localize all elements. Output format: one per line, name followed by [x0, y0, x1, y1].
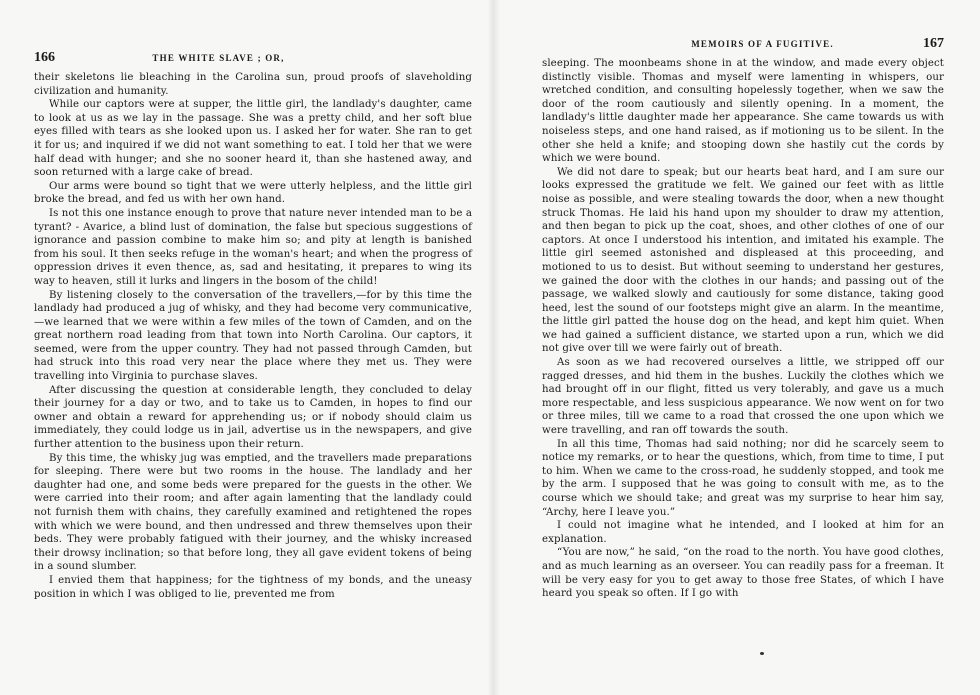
right-running-title: MEMOIRS OF A FUGITIVE. — [691, 39, 834, 49]
right-page — [498, 0, 980, 695]
paragraph: After discussing the question at considerable length, they concluded to delay their journey for a day or two, and to take us to Camden, in hopes to find our owner and obtain a reward for apprehending us; or if nobody should claim us immediately, they could lodge us in jail, advertise us in the newspapers, and give further attention to the business upon their return. — [34, 384, 472, 451]
paragraph: By listening closely to the conversation of the travellers,—for by this time the landlady had produced a jug of whisky, and they had become very communicative,—we learned that we were within a few miles of the town of Camden, and on the great northern road leading from that town into North Carolina. Our captors, it seemed, were from the upper country. They had not passed through Camden, but had struck into this road very near the place where they met us. They were travelling into Virginia to purchase slaves. — [34, 289, 472, 383]
ink-speck — [760, 652, 764, 655]
right-running-head — [542, 36, 944, 52]
right-page-number: 167 — [923, 36, 944, 51]
paragraph: We did not dare to speak; but our hearts beat hard, and I am sure our looks expressed the gratitude we felt. We gained our feet with as little noise as possible, and were stealing towards the door, when a new thought struck Thomas. He laid his hand upon my shoulder to draw my attention, and then began to pick up the coat, shoes, and other clothes of one of our captors. At once I understood his intention, and imitated his example. The little girl seemed astonished and displeased at this proceeding, and motioned to us to desist. But without seeming to understand her gestures, we gained the door with the clothes in our hands; and passing out of the passage, we walked slowly and cautiously for some distance, taking good heed, lest the sound of our footsteps might give an alarm. In the meantime, the little girl patted the house dog on the head, and kept him quiet. When we had gained a sufficient distance, we started upon a run, which we did not give over till we were fairly out of breath. — [542, 166, 944, 355]
right-page-body — [542, 57, 944, 601]
paragraph: By this time, the whisky jug was emptied, and the travellers made preparations for sleeping. There were but two rooms in the house. The landlady and her daughter had one, and some beds were prepared for the guests in the other. We were carried into their room; and after again lamenting that the landlady could not furnish them with chains, they carefully examined and retightened the ropes with which we were bound, and then undressed and threw themselves upon their beds. They were probably fatigued with their journey, and the whisky increased their drowsy inclination; so that before long, they all gave evident tokens of being in a sound slumber. — [34, 452, 472, 573]
left-page-number: 166 — [34, 50, 55, 65]
paragraph: As soon as we had recovered ourselves a little, we stripped off our ragged dresses, and hid them in the bushes. Luckily the clothes which we had brought off in our flight, fitted us very tolerably, and gave us a much more respectable, and less suspicious appearance. We now went on for two or three miles, till we came to a road that crossed the one upon which we were travelling, and ran off towards the south. — [542, 357, 944, 437]
paragraph: sleeping. The moonbeams shone in at the window, and made every object distinctly visible. Thomas and myself were lamenting in whispers, our wretched condition, and consulting hopelessly together, when we saw the door of the room cautiously and silently opening. In a moment, the landlady's little daughter made her appearance. She came towards us with noiseless steps, and one hand raised, as if motioning us to be silent. In the other she held a knife; and stooping down she hastily cut the cords by which we were bound. — [542, 58, 944, 165]
paragraph: “You are now,” he said, “on the road to the north. You have good clothes, and as much learning as an overseer. You can readily pass for a freeman. It will be very easy for you to get away to those free States, of which I have heard you speak so often. If I go with — [542, 547, 944, 600]
paragraph: In all this time, Thomas had said nothing; nor did he scarcely seem to notice my remarks, or to hear the questions, which, from time to time, I put to him. When we came to the cross-road, he suddenly stopped, and took me by the arm. I supposed that he was going to consult with me, as to the course which we should take; and great was my surprise to hear him say, “Archy, here I leave you.” — [542, 438, 944, 518]
left-page-body — [34, 71, 472, 601]
paragraph: I could not imagine what he intended, and I looked at him for an explanation. — [542, 520, 944, 545]
paragraph: While our captors were at supper, the little girl, the landlady's daughter, came to look at us as we lay in the passage. She was a pretty child, and her soft blue eyes filled with tears as she looked upon us. I asked her for water. She ran to get it for us; and inquired if we did not want something to eat. I told her that we were half dead with hunger; and she no sooner heard it, than she hastened away, and soon returned with a large cake of bread. — [34, 99, 472, 179]
paragraph: Our arms were bound so tight that we were utterly helpless, and the little girl broke the bread, and fed us with her own hand. — [34, 180, 472, 206]
paragraph: Is not this one instance enough to prove that nature never intended man to be a tyrant? - Avarice, a blind lust of domination, the false but specious suggestions of ignorance and passion combine to make him so; and pity at length is banished from his soul. It then seeks refuge in the woman's heart; and when the progress of oppression drives it even thence, as, sad and hesitating, it prepares to wing its way to heaven, still it lurks and lingers in the bosom of the child! — [34, 207, 472, 287]
left-running-title: THE WHITE SLAVE ; OR, — [152, 53, 285, 63]
paragraph: their skeletons lie bleaching in the Carolina sun, proud proofs of slaveholding civilization and humanity. — [34, 72, 472, 97]
paragraph: I envied them that happiness; for the tightness of my bonds, and the uneasy position in which I was obliged to lie, prevented me from — [34, 574, 472, 600]
left-running-head — [34, 50, 472, 66]
